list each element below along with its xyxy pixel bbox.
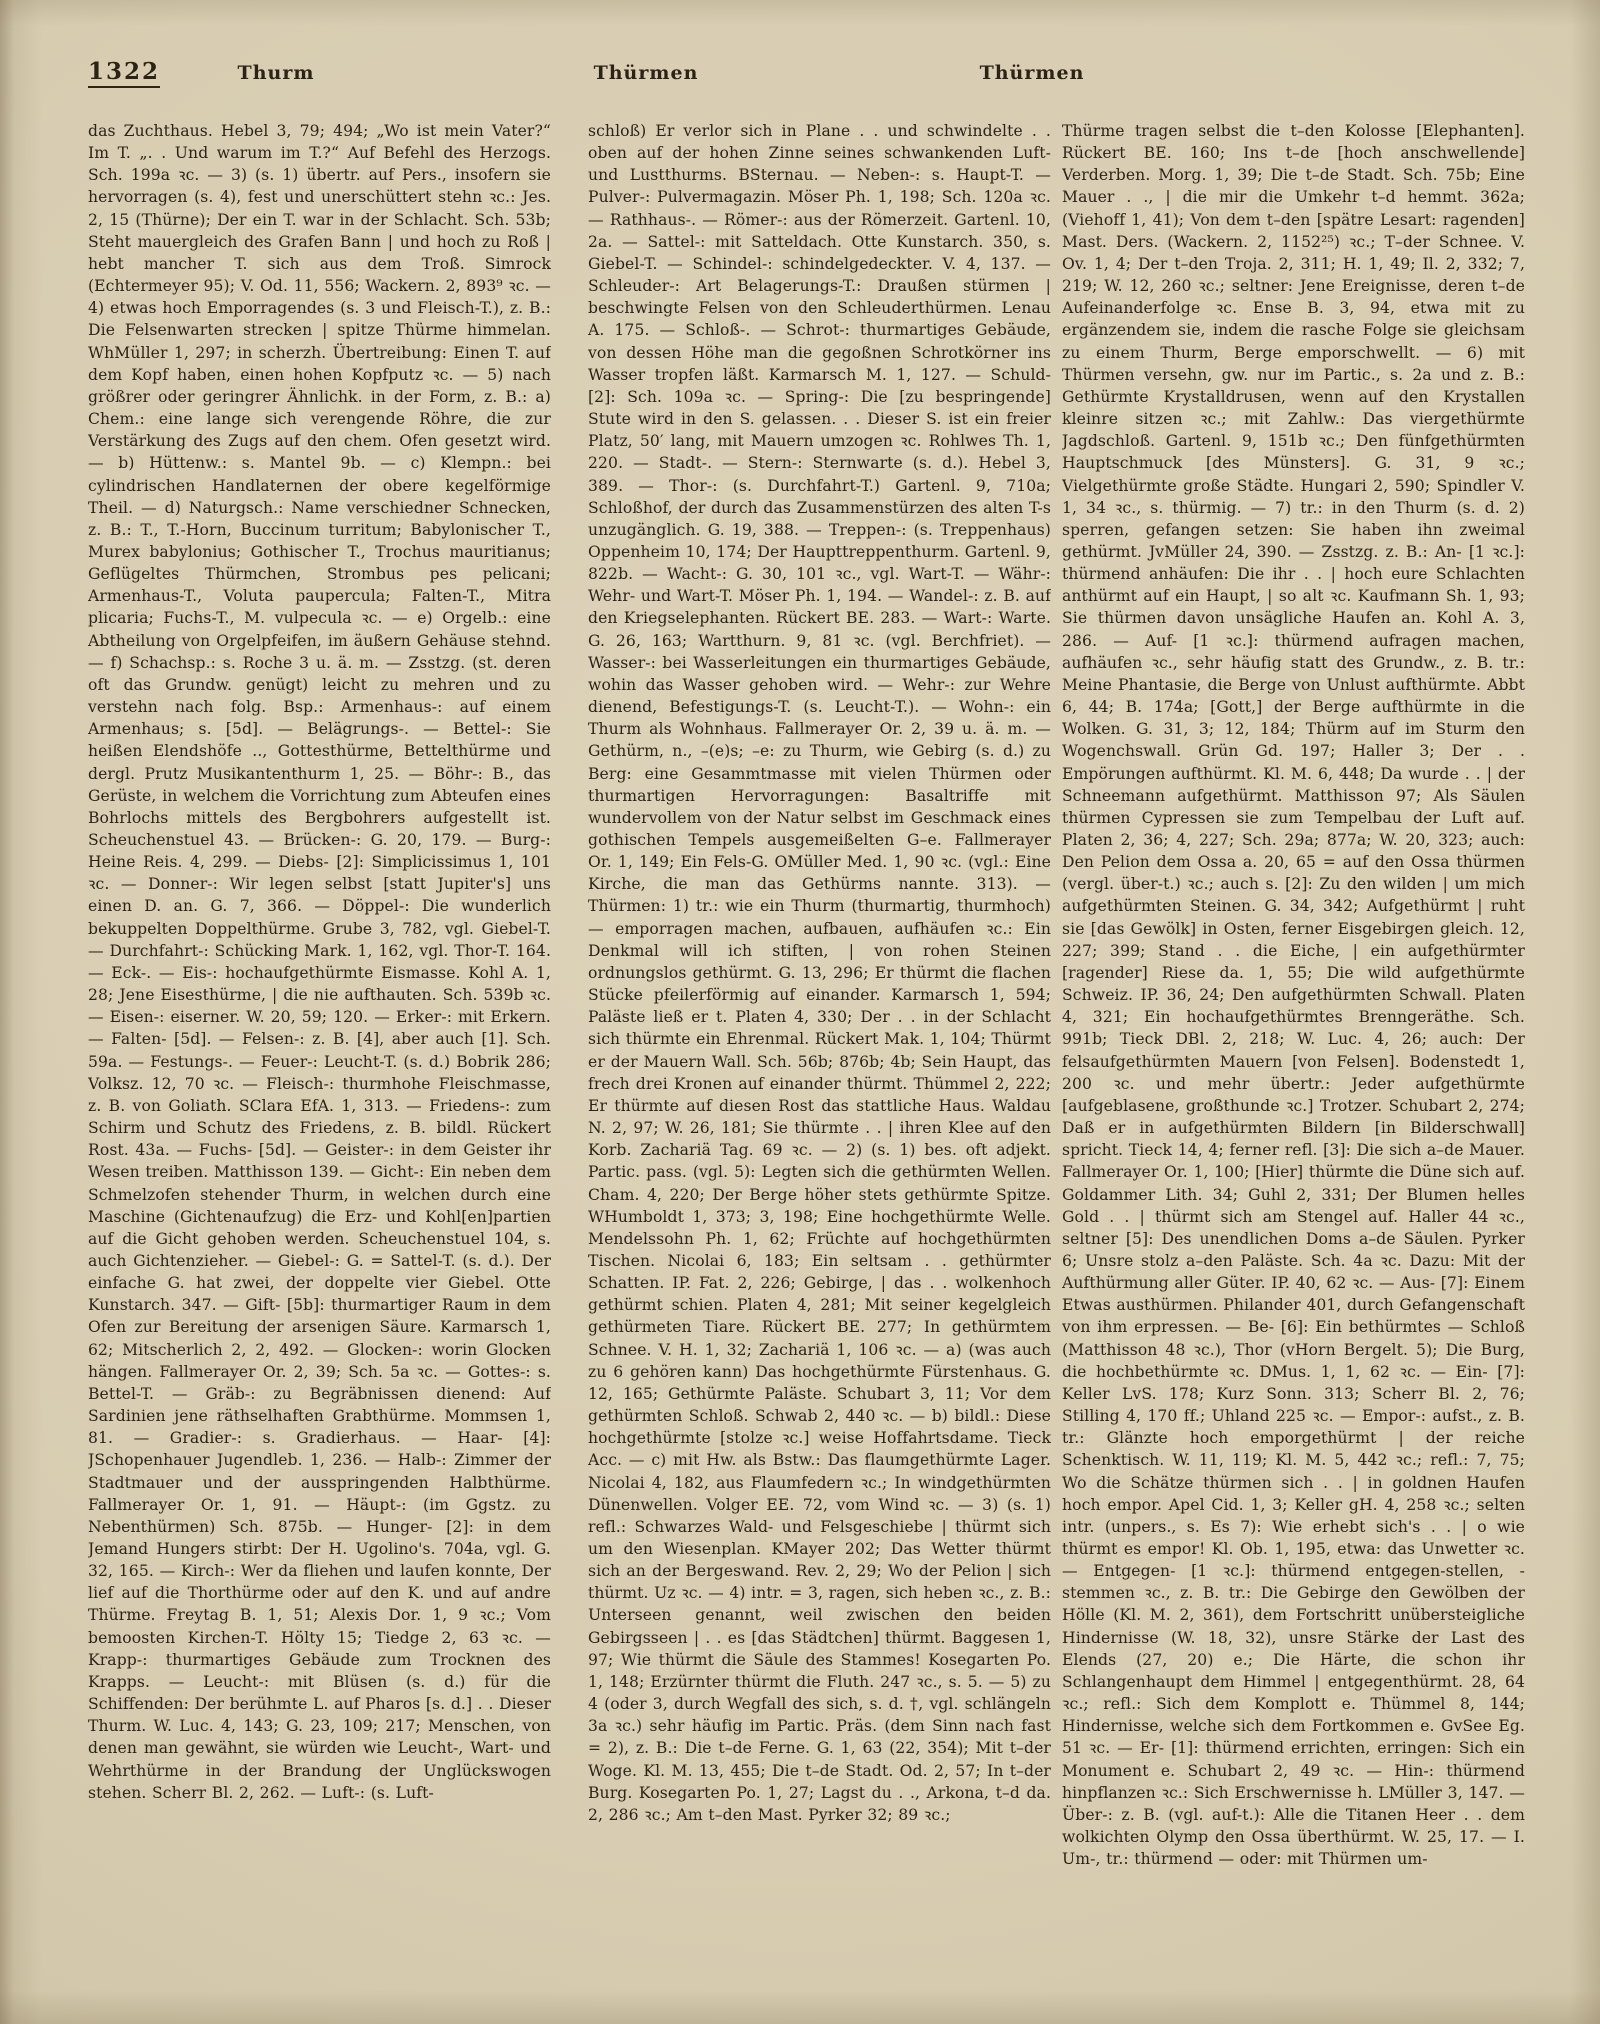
page-number: 1322 bbox=[88, 58, 160, 88]
running-head-left: Thurm bbox=[237, 62, 315, 84]
running-head bbox=[0, 56, 1600, 90]
text-column-center: schloß) Er verlor sich in Plane . . und schwindelte . . oben auf der hohen Zinne seines schwankenden Luft- und Lustthurms. BSternau. — Neben-: s. Haupt-T. — Pulver-: Pulvermagazin. Möser Ph. 1, 198; Sch. 120a ꝛc. — Rathhaus-. — Römer-: aus der Römerzeit. Gartenl. 10, 2a. — Sattel-: mit Satteldach. Otte Kunstarch. 350, s. Giebel-T. — Schindel-: schindelgedeckter. V. 4, 137. — Schleuder-: Art Belagerungs-T.: Draußen stürmen | beschwingte Felsen von den Schleuderthürmen. Lenau A. 175. — Schloß-. — Schrot-: thurmartiges Gebäude, von dessen Höhe man die gegoßnen Schrotkörner ins Wasser tropfen läßt. Karmarsch M. 1, 127. — Schuld- [2]: Sch. 109a ꝛc. — Spring-: Die [zu bespringende] Stute wird in den S. gelassen. . . Dieser S. ist ein freier Platz, 50′ lang, mit Mauern umzogen ꝛc. Rohlwes Th. 1, 220. — Stadt-. — Stern-: Sternwarte (s. d.). Hebel 3, 389. — Thor-: (s. Durchfahrt-T.) Gartenl. 9, 710a; Schloßhof, der durch das Zusammenstürzen des alten T-s unzugänglich. G. 19, 388. — Treppen-: (s. Treppenhaus) Oppenheim 10, 174; Der Haupttreppenthurm. Gartenl. 9, 822b. — Wacht-: G. 30, 101 ꝛc., vgl. Wart-T. — Währ-: Wehr- und Wart-T. Möser Ph. 1, 194. — Wandel-: z. B. auf den Kriegselephanten. Rückert BE. 283. — Wart-: Warte. G. 26, 163; Wartthurn. 9, 81 ꝛc. (vgl. Berchfriet). — Wasser-: bei Wasserleitungen ein thurmartiges Gebäude, wohin das Wasser gehoben wird. — Wehr-: zur Wehre dienend, Befestigungs-T. (s. Leucht-T.). — Wohn-: ein Thurm als Wohnhaus. Fallmerayer Or. 2, 39 u. ä. m. — Gethürm, n., –(e)s; –e: zu Thurm, wie Gebirg (s. d.) zu Berg: eine Gesammtmasse mit vielen Thürmen oder thurmartigen Hervorragungen: Basaltriffe mit wundervollem von der Natur selbst im Geschmack eines gothischen Tempels ausgemeißelten G–e. Fallmerayer Or. 1, 149; Ein Fels-G. OMüller Med. 1, 90 ꝛc. (vgl.: Eine Kirche, die man das Gethürms nannte. 313). — Thürmen: 1) tr.: wie ein Thurm (thurmartig, thurmhoch) — emporragen machen, aufbauen, aufhäufen ꝛc.: Ein Denkmal will ich stiften, | von rohen Steinen ordnungslos gethürmt. G. 13, 296; Er thürmt die flachen Stücke pfeilerförmig auf einander. Karmarsch 1, 594; Paläste ließ er t. Platen 4, 330; Der . . in der Schlacht sich thürmte ein Ehrenmal. Rückert Mak. 1, 104; Thürmt er der Mauern Wall. Sch. 56b; 876b; 4b; Sein Haupt, das frech drei Kronen auf einander thürmt. Thümmel 2, 222; Er thürmte auf diesen Rost das stattliche Haus. Waldau N. 2, 97; W. 26, 181; Sie thürmte . . | ihren Klee auf den Korb. Zachariä Tag. 69 ꝛc. — 2) (s. 1) bes. oft adjekt. Partic. pass. (vgl. 5): Legten sich die gethürmten Wellen. Cham. 4, 220; Der Berge höher stets gethürmte Spitze. WHumboldt 1, 373; 3, 198; Eine hochgethürmte Welle. Mendelssohn Ph. 1, 62; Früchte auf hochgethürmten Tischen. Nicolai 6, 183; Ein seltsam . . gethürmter Schatten. IP. Fat. 2, 226; Gebirge, | das . . wolkenhoch gethürmt schien. Platen 4, 281; Mit seiner kegelgleich gethürmeten Tiare. Rückert BE. 277; In gethürmtem Schnee. V. H. 1, 32; Zachariä 1, 106 ꝛc. — a) (was auch zu 6 gehören kann) Das hochgethürmte Fürstenhaus. G. 12, 165; Gethürmte Paläste. Schubart 3, 11; Vor dem gethürmten Schloß. Schwab 2, 440 ꝛc. — b) bildl.: Diese hochgethürmte [stolze ꝛc.] weise Hoffahrtsdame. Tieck Acc. — c) mit Hw. als Bstw.: Das flaumgethürmte Lager. Nicolai 4, 182, aus Flaumfedern ꝛc.; In windgethürmten Dünenwellen. Volger EE. 72, vom Wind ꝛc. — 3) (s. 1) refl.: Schwarzes Wald- und Felsgeschiebe | thürmt sich um den Wiesenplan. KMayer 202; Das Wetter thürmt sich an der Bergeswand. Rev. 2, 29; Wo der Pelion | sich thürmt. Uz ꝛc. — 4) intr. = 3, ragen, sich heben ꝛc., z. B.: Unterseen genannt, weil zwischen den beiden Gebirgsseen | . . es [das Städtchen] thürmt. Baggesen 1, 97; Wie thürmt die Säule des Stammes! Kosegarten Po. 1, 148; Erzürnter thürmt die Fluth. 247 ꝛc., s. 5. — 5) zu 4 (oder 3, durch Wegfall des sich, s. d. †, vgl. schlängeln 3a ꝛc.) sehr häufig im Partic. Präs. (dem Sinn nach fast = 2), z. B.: Die t–de Ferne. G. 1, 63 (22, 354); Mit t–der Woge. Kl. M. 13, 455; Die t–de Stadt. Od. 2, 57; In t–der Burg. Kosegarten Po. 1, 27; Lagst du . ., Arkona, t–d da. 2, 286 ꝛc.; Am t–den Mast. Pyrker 32; 89 ꝛc.; bbox=[588, 122, 1051, 1824]
running-head-center: Thürmen bbox=[593, 62, 699, 84]
running-head-right: Thürmen bbox=[979, 62, 1085, 84]
text-column-right: Thürme tragen selbst die t–den Kolosse [Elephanten]. Rückert BE. 160; Ins t–de [hoch anschwellende] Verderben. Morg. 1, 39; Die t–de Stadt. Sch. 75b; Eine Mauer . ., | die mir die Umkehr t–d hemmt. 362a; (Viehoff 1, 41); Von dem t–den [spätre Lesart: ragenden] Mast. Ders. (Wackern. 2, 1152²⁵) ꝛc.; T–der Schnee. V. Ov. 1, 4; Der t–den Troja. 2, 311; H. 1, 49; Il. 2, 332; 7, 219; W. 12, 260 ꝛc.; seltner: Jene Ereignisse, deren t–de Aufeinanderfolge ꝛc. Ense B. 3, 94, etwa mit zu ergänzendem sie, indem die rasche Folge sie gleichsam zu einem Thurm, Berge emporschwellt. — 6) mit Thürmen versehn, gw. nur im Partic., s. 2a und z. B.: Gethürmte Krystalldrusen, wenn auf den Krystallen kleinre sitzen ꝛc.; mit Zahlw.: Das viergethürmte Jagdschloß. Gartenl. 9, 151b ꝛc.; Den fünfgethürmten Hauptschmuck [des Münsters]. G. 31, 9 ꝛc.; Vielgethürmte große Städte. Hungari 2, 590; Spindler V. 1, 34 ꝛc., s. thürmig. — 7) tr.: in den Thurm (s. d. 2) sperren, gefangen setzen: Sie haben ihn zweimal gethürmt. JvMüller 24, 390. — Zsstzg. z. B.: An- [1 ꝛc.]: thürmend anhäufen: Die ihr . . | hoch eure Schlachten anthürmt auf ein Haupt, | so alt ꝛc. Kaufmann Sh. 1, 93; Sie thürmen davon unsägliche Haufen an. Kohl A. 3, 286. — Auf- [1 ꝛc.]: thürmend aufragen machen, aufhäufen ꝛc., sehr häufig statt des Grundw., z. B. tr.: Meine Phantasie, die Berge von Unlust aufthürmte. Abbt 6, 44; B. 174a; [Gott,] der Berge aufthürmte in die Wolken. G. 31, 3; 12, 184; Thürm auf im Sturm den Wogenchswall. Grün Gd. 197; Haller 3; Der . . Empörungen aufthürmt. Kl. M. 6, 448; Da wurde . . | der Schneemann aufgethürmt. Matthisson 97; Als Säulen thürmen Cypressen sie zum Tempelbau der Luft auf. Platen 2, 36; 4, 227; Sch. 29a; 877a; W. 20, 323; auch: Den Pelion dem Ossa a. 20, 65 = auf den Ossa thürmen (vergl. über-t.) ꝛc.; auch s. [2]: Zu den wilden | um mich aufgethürmten Steinen. G. 34, 342; Aufgethürmt | ruht sie [das Gewölk] in Osten, ferner Eisgebirgen gleich. 12, 227; 399; Stand . . die Eiche, | ein aufgethürmter [ragender] Riese da. 1, 55; Die wild aufgethürmte Schweiz. IP. 36, 24; Den aufgethürmten Schwall. Platen 4, 321; Ein hochaufgethürmtes Brenngeräthe. Sch. 991b; Tieck DBl. 2, 218; W. Luc. 4, 26; auch: Der felsaufgethürmten Mauern [von Felsen]. Bodenstedt 1, 200 ꝛc. und mehr übertr.: Jeder aufgethürmte [aufgeblasene, großthunde ꝛc.] Trotzer. Schubart 2, 274; Daß er in aufgethürmten Bildern [in Bilderschwall] spricht. Tieck 14, 4; ferner refl. [3]: Die sich a–de Mauer. Fallmerayer Or. 1, 100; [Hier] thürmte die Düne sich auf. Goldammer Lith. 34; Guhl 2, 331; Der Blumen helles Gold . . | thürmt sich am Stengel auf. Haller 44 ꝛc., seltner [5]: Des unendlichen Doms a–de Säulen. Pyrker 6; Unsre stolz a–den Paläste. Sch. 4a ꝛc. Dazu: Mit der Aufthürmung aller Güter. IP. 40, 62 ꝛc. — Aus- [7]: Einem Etwas austhürmen. Philander 401, durch Gefangenschaft von ihm erpressen. — Be- [6]: Ein bethürmtes — Schloß (Matthisson 48 ꝛc.), Thor (vHorn Bergelt. 5); Die Burg, die hochbethürmte ꝛc. DMus. 1, 1, 62 ꝛc. — Ein- [7]: Keller LvS. 178; Kurz Sonn. 313; Scherr Bl. 2, 76; Stilling 4, 170 ff.; Uhland 225 ꝛc. — Empor-: aufst., z. B. tr.: Glänzte hoch emporgethürmt | der reiche Schenktisch. W. 11, 119; Kl. M. 5, 442 ꝛc.; refl.: 7, 75; Wo die Schätze thürmen sich . . | in goldnen Haufen hoch empor. Apel Cid. 1, 3; Keller gH. 4, 258 ꝛc.; selten intr. (unpers., s. Es 7): Wie erhebt sich's . . | o wie thürmt es empor! Kl. Ob. 1, 195, etwa: das Unwetter ꝛc. — Entgegen- [1 ꝛc.]: thürmend entgegen-stellen, -stemmen ꝛc., z. B. tr.: Die Gebirge den Gewölben der Hölle (Kl. M. 2, 361), dem Fortschritt unübersteigliche Hindernisse (W. 18, 32), unsre Stärke der Last des Elends (27, 20) e.; Die Härte, die schon ihr Schlangenhaupt dem Himmel | entgegenthürmt. 28, 64 ꝛc.; refl.: Sich dem Komplott e. Thümmel 8, 144; Hindernisse, welche sich dem Fortkommen e. GvSee Eg. 51 ꝛc. — Er- [1]: thürmend errichten, erringen: Sich ein Monument e. Schubart 2, 49 ꝛc. — Hin-: thürmend hinpflanzen ꝛc.: Sich Erschwernisse h. LMüller 3, 147. — Über-: z. B. (vgl. auf-t.): Alle die Titanen Heer . . dem wolkichten Olymp den Ossa überthürmt. W. 25, 17. — I. Um-, tr.: thürmend — oder: mit Thürmen um- bbox=[1062, 122, 1525, 1869]
text-column-left: das Zuchthaus. Hebel 3, 79; 494; „Wo ist mein Vater?“ Im T. „. . Und warum im T.?“ Auf Befehl des Herzogs. Sch. 199a ꝛc. — 3) (s. 1) übertr. auf Pers., insofern sie hervorragen (s. 4), fest und unerschüttert stehn ꝛc.: Jes. 2, 15 (Thürne); Der ein T. war in der Schlacht. Sch. 53b; Steht mauergleich des Grafen Bann | und hoch zu Roß | hebt mancher T. sich aus dem Troß. Simrock (Echtermeyer 95); V. Od. 11, 556; Wackern. 2, 893⁹ ꝛc. — 4) etwas hoch Emporragendes (s. 3 und Fleisch-T.), z. B.: Die Felsenwarten strecken | spitze Thürme himmelan. WhMüller 1, 297; in scherzh. Übertreibung: Einen T. auf dem Kopf haben, einen hohen Kopfputz ꝛc. — 5) nach größrer oder geringrer Ähnlichk. in der Form, z. B.: a) Chem.: eine lange sich verengende Röhre, die zur Verstärkung des Zugs auf den chem. Ofen gesetzt wird. — b) Hüttenw.: s. Mantel 9b. — c) Klempn.: bei cylindrischen Handlaternen der obere kegelförmige Theil. — d) Naturgsch.: Name verschiedner Schnecken, z. B.: T., T.-Horn, Buccinum turritum; Babylonischer T., Murex babylonius; Gothischer T., Trochus mauritianus; Geflügeltes Thürmchen, Strombus pes pelicani; Armenhaus-T., Voluta paupercula; Falten-T., Mitra plicaria; Fuchs-T., M. vulpecula ꝛc. — e) Orgelb.: eine Abtheilung von Orgelpfeifen, im äußern Gehäuse stehnd. — f) Schachsp.: s. Roche 3 u. ä. m. — Zsstzg. (st. deren oft das Grundw. genügt) leicht zu mehren und zu verstehn nach folg. Bsp.: Armenhaus-: auf einem Armenhaus; s. [5d]. — Belägrungs-. — Bettel-: Sie heißen Elendshöfe .., Gottesthürme, Bettelthürme und dergl. Prutz Musikantenthurm 1, 25. — Böhr-: B., das Gerüste, in welchem die Vorrichtung zum Abteufen eines Bohrlochs mittels des Bergbohrers aufgestellt ist. Scheuchenstuel 43. — Brücken-: G. 20, 179. — Burg-: Heine Reis. 4, 299. — Diebs- [2]: Simplicissimus 1, 101 ꝛc. — Donner-: Wir legen selbst [statt Jupiter's] uns einen D. an. G. 7, 366. — Döppel-: Die wunderlich bekuppelten Doppelthürme. Grube 3, 782, vgl. Giebel-T. — Durchfahrt-: Schücking Mark. 1, 162, vgl. Thor-T. 164. — Eck-. — Eis-: hochaufgethürmte Eismasse. Kohl A. 1, 28; Jene Eisesthürme, | die nie aufthauten. Sch. 539b ꝛc. — Eisen-: eiserner. W. 20, 59; 120. — Erker-: mit Erkern. — Falten- [5d]. — Felsen-: z. B. [4], aber auch [1]. Sch. 59a. — Festungs-. — Feuer-: Leucht-T. (s. d.) Bobrik 286; Volksz. 12, 70 ꝛc. — Fleisch-: thurmhohe Fleischmasse, z. B. von Goliath. SClara EfA. 1, 313. — Friedens-: zum Schirm und Schutz des Friedens, z. B. bildl. Rückert Rost. 43a. — Fuchs- [5d]. — Geister-: in dem Geister ihr Wesen treiben. Matthisson 139. — Gicht-: Ein neben dem Schmelzofen stehender Thurm, in welchen durch eine Maschine (Gichtenaufzug) die Erz- und Kohl[en]partien auf die Gicht gehoben werden. Scheuchenstuel 104, s. auch Gichtenzieher. — Giebel-: G. = Sattel-T. (s. d.). Der einfache G. hat zwei, der doppelte vier Giebel. Otte Kunstarch. 347. — Gift- [5b]: thurmartiger Raum in dem Ofen zur Bereitung der arsenigen Säure. Karmarsch 1, 62; Mitscherlich 2, 2, 492. — Glocken-: worin Glocken hängen. Fallmerayer Or. 2, 39; Sch. 5a ꝛc. — Gottes-: s. Bettel-T. — Gräb-: zu Begräbnissen dienend: Auf Sardinien jene räthselhaften Grabthürme. Mommsen 1, 81. — Gradier-: s. Gradierhaus. — Haar- [4]: JSchopenhauer Jugendleb. 1, 236. — Halb-: Zimmer der Stadtmauer und der ausspringenden Halbthürme. Fallmerayer Or. 1, 91. — Häupt-: (im Ggstz. zu Nebenthürmen) Sch. 875b. — Hunger- [2]: in dem Jemand Hungers stirbt: Der H. Ugolino's. 704a, vgl. G. 32, 165. — Kirch-: Wer da fliehen und laufen konnte, Der lief auf die Thorthürme oder auf den K. und auf andre Thürme. Freytag B. 1, 51; Alexis Dor. 1, 9 ꝛc.; Vom bemoosten Kirchen-T. Hölty 15; Tiedge 2, 63 ꝛc. — Krapp-: thurmartiges Gebäude zum Trocknen des Krapps. — Leucht-: mit Blüsen (s. d.) für die Schiffenden: Der berühmte L. auf Pharos [s. d.] . . Dieser Thurm. W. Luc. 4, 143; G. 23, 109; 217; Menschen, von denen man gewähnt, sie würden wie Leucht-, Wart- und Wehrthürme in der Brandung der Unglückswogen stehen. Scherr Bl. 2, 262. — Luft-: (s. Luft- bbox=[88, 122, 551, 1802]
